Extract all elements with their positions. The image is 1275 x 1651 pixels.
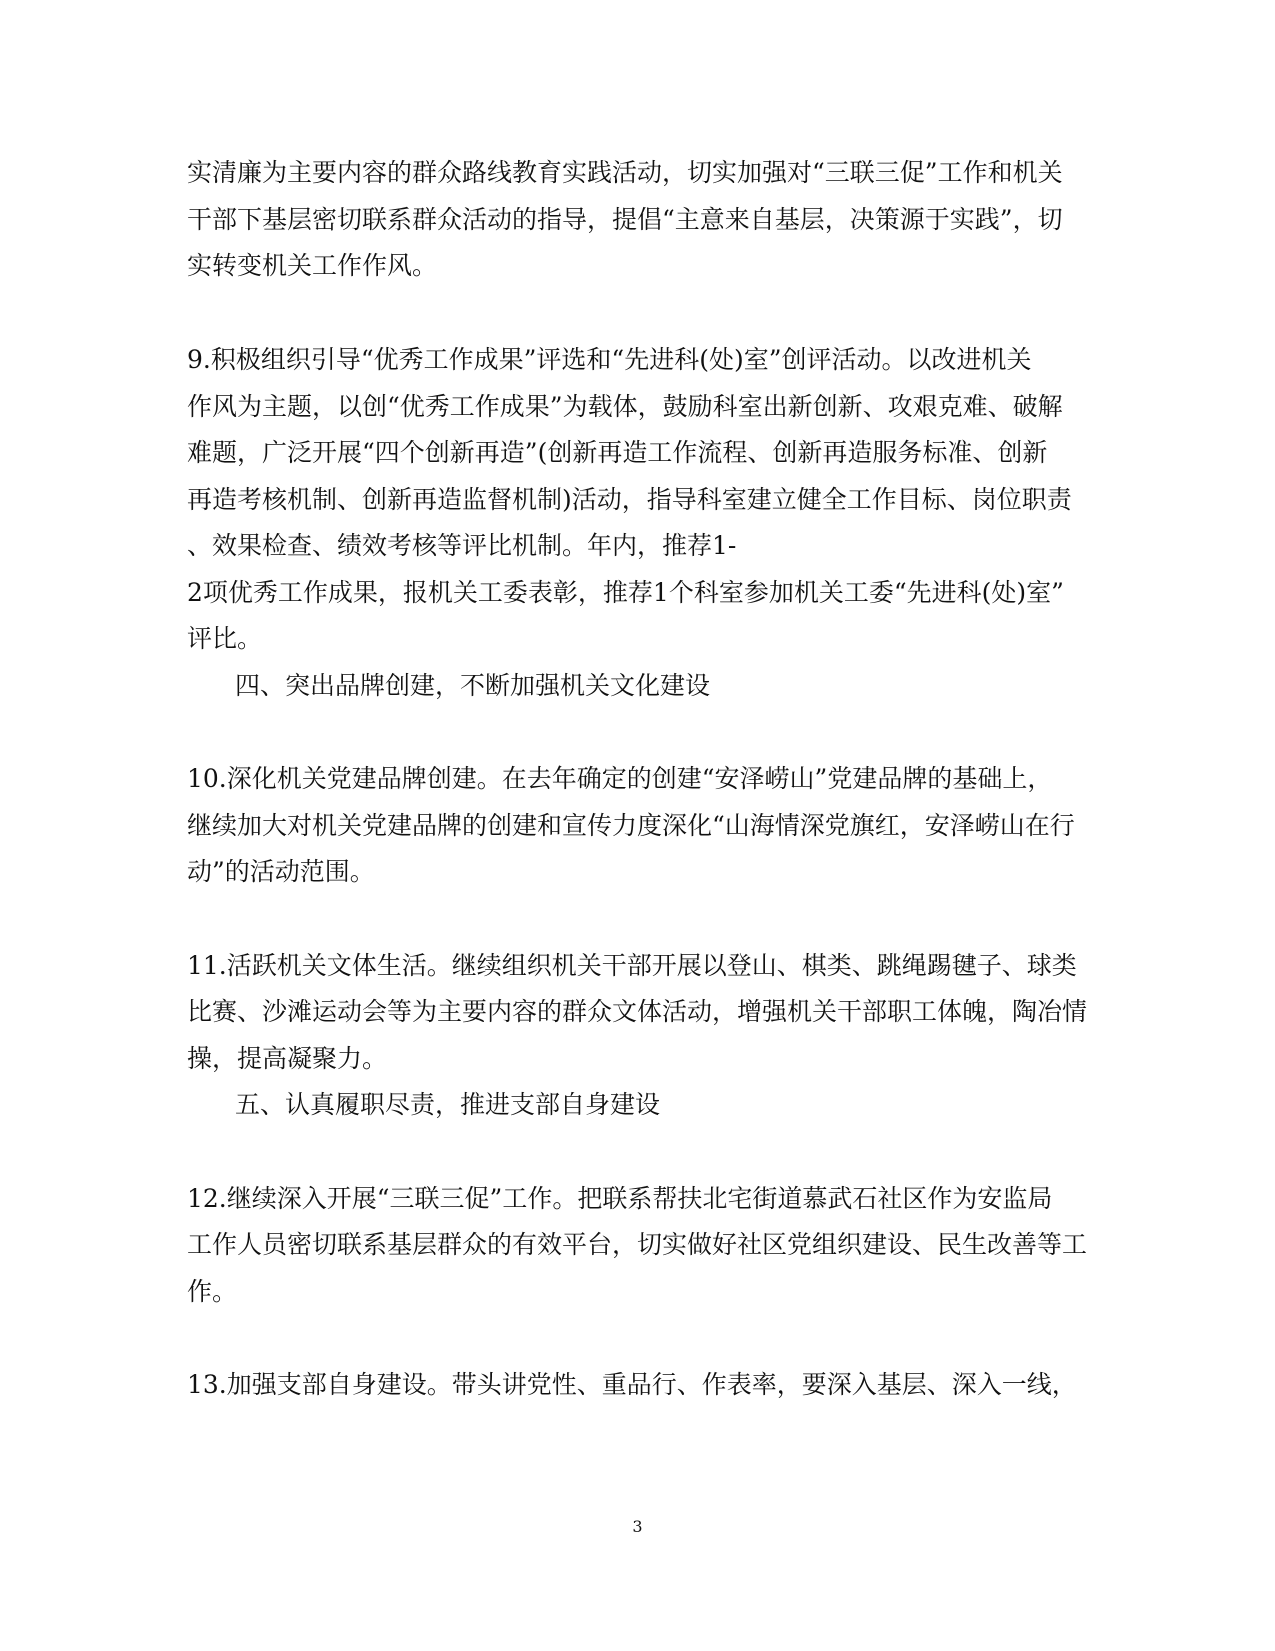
paragraph-line: 比赛、沙滩运动会等为主要内容的群众文体活动，增强机关干部职工体魄，陶冶情 (187, 997, 1088, 1026)
paragraph-line: 继续加大对机关党建品牌的创建和宣传力度深化“山海情深党旗红，安泽崂山在行 (187, 811, 1075, 840)
paragraph-line: 9.积极组织引导“优秀工作成果”评选和“先进科(处)室”创评活动。以改进机关 (187, 345, 1032, 374)
paragraph-line: 实转变机关工作作风。 (187, 251, 438, 280)
paragraph-line: 10.深化机关党建品牌创建。在去年确定的创建“安泽崂山”党建品牌的基础上， (187, 764, 1053, 793)
paragraph-line: 11.活跃机关文体生活。继续组织机关干部开展以登山、棋类、跳绳踢毽子、球类 (187, 951, 1077, 980)
section-heading: 四、突出品牌创建，不断加强机关文化建设 (235, 671, 711, 700)
paragraph-line: 评比。 (187, 624, 263, 653)
paragraph-line: 作。 (187, 1277, 238, 1306)
section-heading: 五、认真履职尽责，推进支部自身建设 (235, 1090, 661, 1119)
paragraph-line: 操，提高凝聚力。 (187, 1044, 388, 1073)
paragraph-line: 难题，广泛开展“四个创新再造”(创新再造工作流程、创新再造服务标准、创新 (187, 438, 1048, 467)
paragraph-line: 动”的活动范围。 (187, 857, 375, 886)
paragraph-line: 实清廉为主要内容的群众路线教育实践活动，切实加强对“三联三促”工作和机关 (187, 158, 1063, 187)
paragraph-line: 13.加强支部自身建设。带头讲党性、重品行、作表率，要深入基层、深入一线， (187, 1370, 1077, 1399)
paragraph-line: 工作人员密切联系基层群众的有效平台，切实做好社区党组织建设、民生改善等工 (187, 1230, 1088, 1259)
page-number: 3 (632, 1517, 643, 1536)
paragraph-line: 2项优秀工作成果，报机关工委表彰，推荐1个科室参加机关工委“先进科(处)室” (187, 578, 1064, 607)
paragraph-line: 作风为主题，以创“优秀工作成果”为载体，鼓励科室出新创新、攻艰克难、破解 (187, 392, 1063, 421)
paragraph-line: 、效果检查、绩效考核等评比机制。年内，推荐1- (187, 531, 737, 560)
paragraph-line: 12.继续深入开展“三联三促”工作。把联系帮扶北宅街道慕武石社区作为安监局 (187, 1184, 1053, 1213)
paragraph-line: 干部下基层密切联系群众活动的指导，提倡“主意来自基层，决策源于实践”，切 (187, 205, 1063, 234)
paragraph-line: 再造考核机制、创新再造监督机制)活动，指导科室建立健全工作目标、岗位职责 (187, 485, 1072, 514)
